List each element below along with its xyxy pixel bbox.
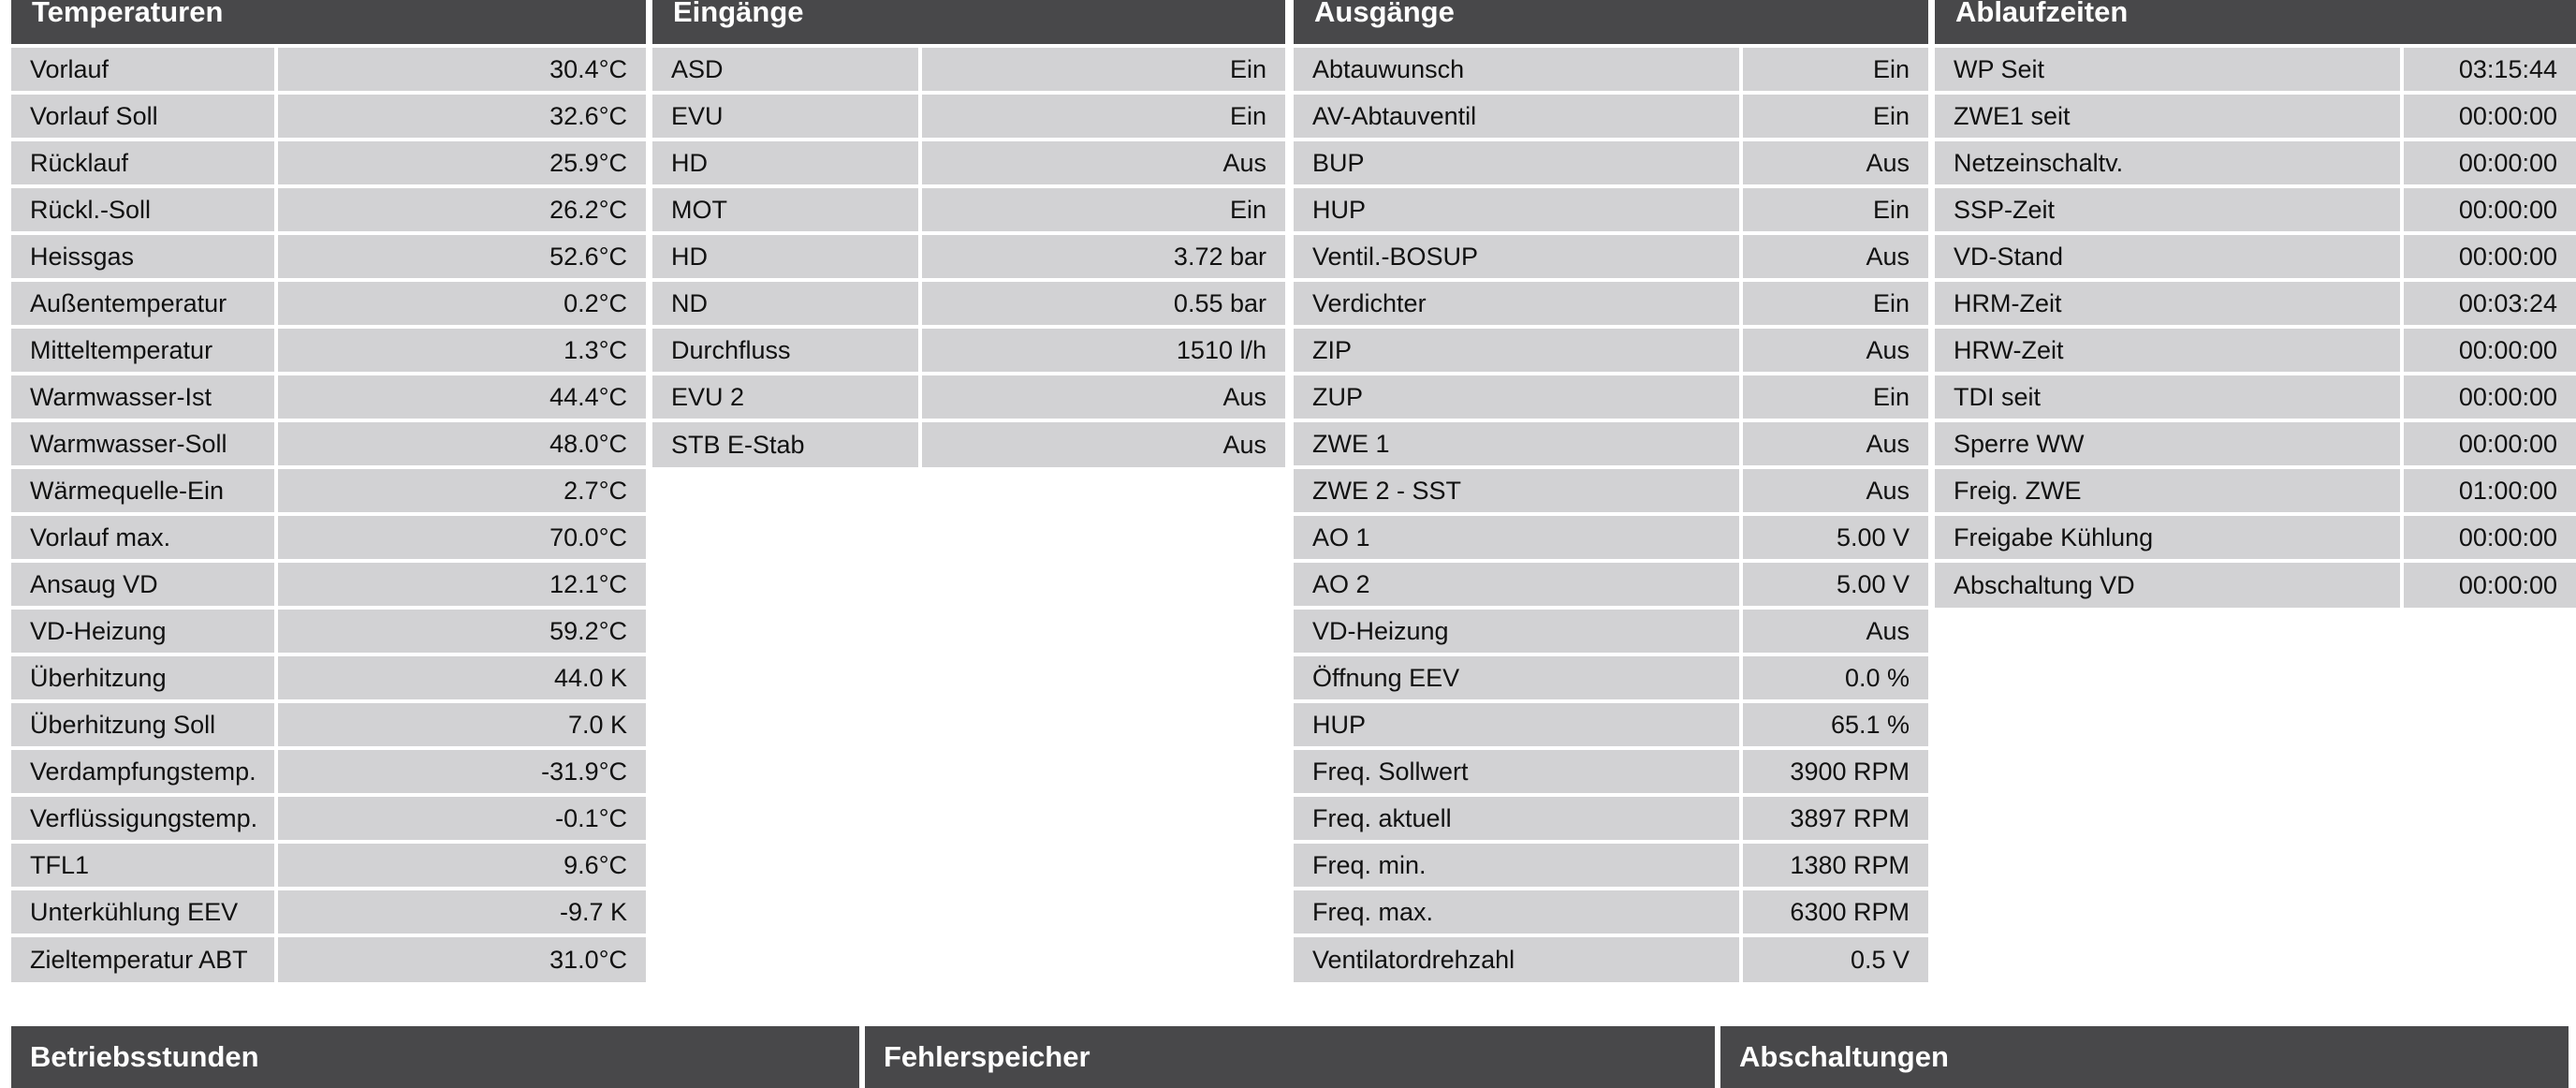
- row-label: Vorlauf max.: [11, 514, 276, 561]
- table-row: [1935, 93, 2576, 140]
- row-label: BUP: [1294, 140, 1741, 186]
- table-row: [652, 374, 1285, 420]
- table-row: [652, 233, 1285, 280]
- table-row: [652, 93, 1285, 140]
- row-label: Wärmequelle-Ein: [11, 467, 276, 514]
- row-label: Rückl.-Soll: [11, 186, 276, 233]
- row-label: HRW-Zeit: [1935, 327, 2402, 374]
- row-label: TFL1: [11, 842, 276, 889]
- table-row: [1294, 795, 1928, 842]
- row-label: VD-Heizung: [11, 608, 276, 654]
- row-value: -31.9°C: [276, 748, 646, 795]
- table-row: [652, 140, 1285, 186]
- row-label: Außentemperatur: [11, 280, 276, 327]
- row-label: Netzeinschaltv.: [1935, 140, 2402, 186]
- table-row: [11, 327, 646, 374]
- row-label: Öffnung EEV: [1294, 654, 1741, 701]
- table-row: [11, 374, 646, 420]
- row-label: Warmwasser-Ist: [11, 374, 276, 420]
- row-value: 7.0 K: [276, 701, 646, 748]
- table-row: [1935, 140, 2576, 186]
- row-value: 00:00:00: [2402, 186, 2576, 233]
- row-label: ZIP: [1294, 327, 1741, 374]
- row-label: Durchfluss: [652, 327, 920, 374]
- row-label: Überhitzung Soll: [11, 701, 276, 748]
- panel-title: Ablaufzeiten: [1935, 0, 2576, 44]
- row-value: 44.4°C: [276, 374, 646, 420]
- table-row: [11, 280, 646, 327]
- row-value: Ein: [1741, 374, 1928, 420]
- row-value: 1380 RPM: [1741, 842, 1928, 889]
- row-value: Ein: [920, 93, 1285, 140]
- row-label: Verflüssigungstemp.: [11, 795, 276, 842]
- row-label: Sperre WW: [1935, 420, 2402, 467]
- table-row: [652, 327, 1285, 374]
- row-label: VD-Stand: [1935, 233, 2402, 280]
- panel-title: Eingänge: [652, 0, 1285, 44]
- row-value: 65.1 %: [1741, 701, 1928, 748]
- row-value: 59.2°C: [276, 608, 646, 654]
- table-row: [1935, 233, 2576, 280]
- row-value: 0.55 bar: [920, 280, 1285, 327]
- panel-temperaturen: [11, 0, 646, 982]
- row-value: 0.5 V: [1741, 935, 1928, 982]
- row-value: 5.00 V: [1741, 514, 1928, 561]
- row-label: Vorlauf Soll: [11, 93, 276, 140]
- row-value: 32.6°C: [276, 93, 646, 140]
- table-row: [1294, 514, 1928, 561]
- table-row: [11, 889, 646, 935]
- table-row: [652, 280, 1285, 327]
- row-label: Freq. max.: [1294, 889, 1741, 935]
- row-label: AO 1: [1294, 514, 1741, 561]
- row-value: 00:00:00: [2402, 420, 2576, 467]
- row-value: Aus: [1741, 420, 1928, 467]
- row-label: ZWE1 seit: [1935, 93, 2402, 140]
- eingaenge-table: [652, 44, 1285, 467]
- row-label: Verdichter: [1294, 280, 1741, 327]
- row-label: Ventilatordrehzahl: [1294, 935, 1741, 982]
- row-value: Aus: [920, 374, 1285, 420]
- temperaturen-table: [11, 44, 646, 982]
- panel-title-betriebsstunden: Betriebsstunden: [11, 1026, 859, 1088]
- table-row: [652, 420, 1285, 467]
- row-value: Aus: [1741, 233, 1928, 280]
- row-value: 00:00:00: [2402, 561, 2576, 608]
- row-value: 3897 RPM: [1741, 795, 1928, 842]
- table-row: [1294, 748, 1928, 795]
- row-label: Ventil.-BOSUP: [1294, 233, 1741, 280]
- table-row: [11, 935, 646, 982]
- row-value: 26.2°C: [276, 186, 646, 233]
- table-row: [11, 654, 646, 701]
- row-label: EVU 2: [652, 374, 920, 420]
- row-label: Vorlauf: [11, 46, 276, 93]
- row-label: Verdampfungstemp.: [11, 748, 276, 795]
- row-label: SSP-Zeit: [1935, 186, 2402, 233]
- ablaufzeiten-table: [1935, 44, 2576, 608]
- row-value: 44.0 K: [276, 654, 646, 701]
- table-row: [11, 748, 646, 795]
- table-row: [11, 608, 646, 654]
- row-label: HD: [652, 140, 920, 186]
- row-label: Rücklauf: [11, 140, 276, 186]
- row-value: 30.4°C: [276, 46, 646, 93]
- row-label: Mitteltemperatur: [11, 327, 276, 374]
- row-value: 12.1°C: [276, 561, 646, 608]
- bottom-panels: [0, 1026, 2576, 1088]
- row-label: HUP: [1294, 186, 1741, 233]
- row-label: Überhitzung: [11, 654, 276, 701]
- row-label: TDI seit: [1935, 374, 2402, 420]
- table-row: [1294, 842, 1928, 889]
- row-value: Aus: [1741, 140, 1928, 186]
- row-label: MOT: [652, 186, 920, 233]
- row-value: Aus: [1741, 467, 1928, 514]
- row-value: 00:00:00: [2402, 140, 2576, 186]
- row-value: 9.6°C: [276, 842, 646, 889]
- row-value: 01:00:00: [2402, 467, 2576, 514]
- table-row: [652, 46, 1285, 93]
- row-label: ASD: [652, 46, 920, 93]
- table-row: [1294, 654, 1928, 701]
- table-row: [1294, 233, 1928, 280]
- row-label: Heissgas: [11, 233, 276, 280]
- row-label: Freig. ZWE: [1935, 467, 2402, 514]
- table-row: [1935, 186, 2576, 233]
- row-value: Aus: [1741, 327, 1928, 374]
- panel-title: Ausgänge: [1294, 0, 1928, 44]
- row-value: Ein: [1741, 46, 1928, 93]
- panel-title-abschaltungen: Abschaltungen: [1720, 1026, 2569, 1088]
- row-value: 3.72 bar: [920, 233, 1285, 280]
- table-row: [1935, 420, 2576, 467]
- table-row: [11, 140, 646, 186]
- row-value: 00:00:00: [2402, 327, 2576, 374]
- row-label: ZUP: [1294, 374, 1741, 420]
- row-value: Ein: [1741, 93, 1928, 140]
- ausgaenge-table: [1294, 44, 1928, 982]
- row-label: Warmwasser-Soll: [11, 420, 276, 467]
- table-row: [1294, 467, 1928, 514]
- table-row: [1294, 374, 1928, 420]
- table-row: [1294, 935, 1928, 982]
- row-value: 25.9°C: [276, 140, 646, 186]
- row-label: HRM-Zeit: [1935, 280, 2402, 327]
- row-value: 31.0°C: [276, 935, 646, 982]
- table-row: [11, 701, 646, 748]
- row-value: 48.0°C: [276, 420, 646, 467]
- row-label: Ansaug VD: [11, 561, 276, 608]
- row-label: AV-Abtauventil: [1294, 93, 1741, 140]
- table-row: [11, 93, 646, 140]
- row-value: 2.7°C: [276, 467, 646, 514]
- row-value: 00:00:00: [2402, 514, 2576, 561]
- row-label: EVU: [652, 93, 920, 140]
- table-row: [1294, 46, 1928, 93]
- row-label: AO 2: [1294, 561, 1741, 608]
- table-row: [1935, 280, 2576, 327]
- row-value: 00:03:24: [2402, 280, 2576, 327]
- row-label: Zieltemperatur ABT: [11, 935, 276, 982]
- row-value: 52.6°C: [276, 233, 646, 280]
- row-value: Aus: [920, 140, 1285, 186]
- row-label: ZWE 1: [1294, 420, 1741, 467]
- table-row: [1935, 46, 2576, 93]
- table-row: [11, 186, 646, 233]
- row-label: Freq. Sollwert: [1294, 748, 1741, 795]
- table-row: [11, 46, 646, 93]
- table-row: [1935, 514, 2576, 561]
- table-row: [1935, 561, 2576, 608]
- table-row: [1294, 608, 1928, 654]
- row-label: Freq. min.: [1294, 842, 1741, 889]
- table-row: [11, 467, 646, 514]
- row-value: 5.00 V: [1741, 561, 1928, 608]
- row-value: Ein: [1741, 186, 1928, 233]
- panel-title: Temperaturen: [11, 0, 646, 44]
- table-row: [1935, 327, 2576, 374]
- row-label: Unterkühlung EEV: [11, 889, 276, 935]
- row-value: Ein: [1741, 280, 1928, 327]
- row-value: 03:15:44: [2402, 46, 2576, 93]
- row-value: -0.1°C: [276, 795, 646, 842]
- row-value: 6300 RPM: [1741, 889, 1928, 935]
- table-row: [1294, 701, 1928, 748]
- row-label: HUP: [1294, 701, 1741, 748]
- row-value: Ein: [920, 46, 1285, 93]
- panel-ablaufzeiten: [1935, 0, 2576, 608]
- panel-title-fehlerspeicher: Fehlerspeicher: [865, 1026, 1715, 1088]
- panel-eingaenge: [652, 0, 1285, 467]
- row-label: Abtauwunsch: [1294, 46, 1741, 93]
- row-label: ZWE 2 - SST: [1294, 467, 1741, 514]
- table-row: [1294, 327, 1928, 374]
- row-label: Abschaltung VD: [1935, 561, 2402, 608]
- row-value: 3900 RPM: [1741, 748, 1928, 795]
- row-value: 00:00:00: [2402, 374, 2576, 420]
- table-row: [652, 186, 1285, 233]
- table-row: [11, 842, 646, 889]
- table-row: [11, 514, 646, 561]
- row-label: VD-Heizung: [1294, 608, 1741, 654]
- row-value: Aus: [920, 420, 1285, 467]
- panel-ausgaenge: [1294, 0, 1928, 982]
- row-value: 1510 l/h: [920, 327, 1285, 374]
- row-label: STB E-Stab: [652, 420, 920, 467]
- table-row: [11, 795, 646, 842]
- row-label: HD: [652, 233, 920, 280]
- table-row: [11, 420, 646, 467]
- row-value: -9.7 K: [276, 889, 646, 935]
- row-value: 00:00:00: [2402, 93, 2576, 140]
- row-value: 1.3°C: [276, 327, 646, 374]
- table-row: [1294, 889, 1928, 935]
- row-value: 70.0°C: [276, 514, 646, 561]
- row-label: WP Seit: [1935, 46, 2402, 93]
- table-row: [1935, 374, 2576, 420]
- row-value: 0.0 %: [1741, 654, 1928, 701]
- table-row: [1935, 467, 2576, 514]
- table-row: [1294, 561, 1928, 608]
- row-value: Ein: [920, 186, 1285, 233]
- row-value: 00:00:00: [2402, 233, 2576, 280]
- table-row: [1294, 420, 1928, 467]
- table-row: [1294, 140, 1928, 186]
- row-label: Freigabe Kühlung: [1935, 514, 2402, 561]
- table-row: [11, 561, 646, 608]
- row-value: 0.2°C: [276, 280, 646, 327]
- row-value: Aus: [1741, 608, 1928, 654]
- row-label: Freq. aktuell: [1294, 795, 1741, 842]
- row-label: ND: [652, 280, 920, 327]
- table-row: [1294, 93, 1928, 140]
- table-row: [1294, 280, 1928, 327]
- table-row: [1294, 186, 1928, 233]
- table-row: [11, 233, 646, 280]
